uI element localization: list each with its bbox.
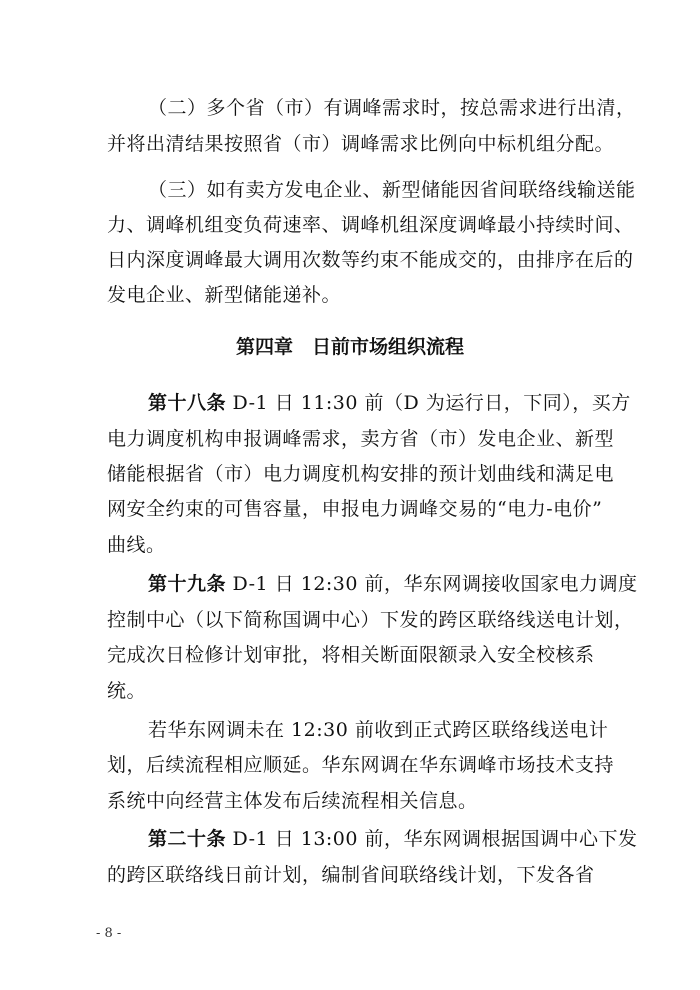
para-2-line-1: （二）多个省（市）有调峰需求时，按总需求进行出清，: [148, 97, 636, 119]
article-18-line-5: 曲线。: [107, 534, 166, 556]
para-19b-line-3: 系统中向经营主体发布后续流程相关信息。: [107, 790, 478, 812]
para-3-line-4: 发电企业、新型储能递补。: [107, 284, 342, 306]
para-3-line-2: 力、调峰机组变负荷速率、调峰机组深度调峰最小持续时间、: [107, 214, 634, 236]
article-18-line-1: [148, 390, 631, 416]
article-19-line-4: 统。: [107, 680, 147, 702]
article-20-line-2: 的跨区联络线日前计划，编制省间联络线计划，下发各省: [107, 864, 595, 886]
article-19-line-1: [148, 571, 638, 597]
article-19-line-1-text: D-1 日 12:30 前，华东网调接收国家电力调度: [226, 573, 638, 595]
chapter-heading: 第四章 日前市场组织流程: [235, 336, 464, 358]
article-18-label: 第十八条: [148, 392, 227, 414]
article-19-label: 第十九条: [148, 573, 227, 595]
para-3-line-1: （三）如有卖方发电企业、新型储能因省间联络线输送能: [148, 179, 636, 201]
article-18-line-1-text: D-1 日 11:30 前（D 为运行日，下同），买方: [226, 392, 631, 414]
para-19b-line-1: 若华东网调未在 12:30 前收到正式跨区联络线送电计: [148, 719, 609, 741]
article-18-line-4: 网安全约束的可售容量，申报电力调峰交易的“电力-电价”: [107, 498, 603, 520]
page-number: - 8 -: [96, 926, 122, 941]
article-19-line-2: 控制中心（以下简称国调中心）下发的跨区联络线送电计划，: [107, 609, 634, 631]
para-3-line-3: 日内深度调峰最大调用次数等约束不能成交的，由排序在后的: [107, 249, 634, 271]
article-20-line-1-text: D-1 日 13:00 前，华东网调根据国调中心下发: [226, 828, 638, 850]
para-2-line-2: 并将出清结果按照省（市）调峰需求比例向中标机组分配。: [107, 133, 615, 155]
article-20-line-1: [148, 826, 638, 852]
article-20-label: 第二十条: [148, 828, 227, 850]
article-18-line-2: 电力调度机构申报调峰需求，卖方省（市）发电企业、新型: [107, 428, 615, 450]
article-19-line-3: 完成次日检修计划审批，将相关断面限额录入安全校核系: [107, 644, 595, 666]
article-18-line-3: 储能根据省（市）电力调度机构安排的预计划曲线和满足电: [107, 463, 615, 485]
para-19b-line-2: 划，后续流程相应顺延。华东网调在华东调峰市场技术支持: [107, 754, 615, 776]
